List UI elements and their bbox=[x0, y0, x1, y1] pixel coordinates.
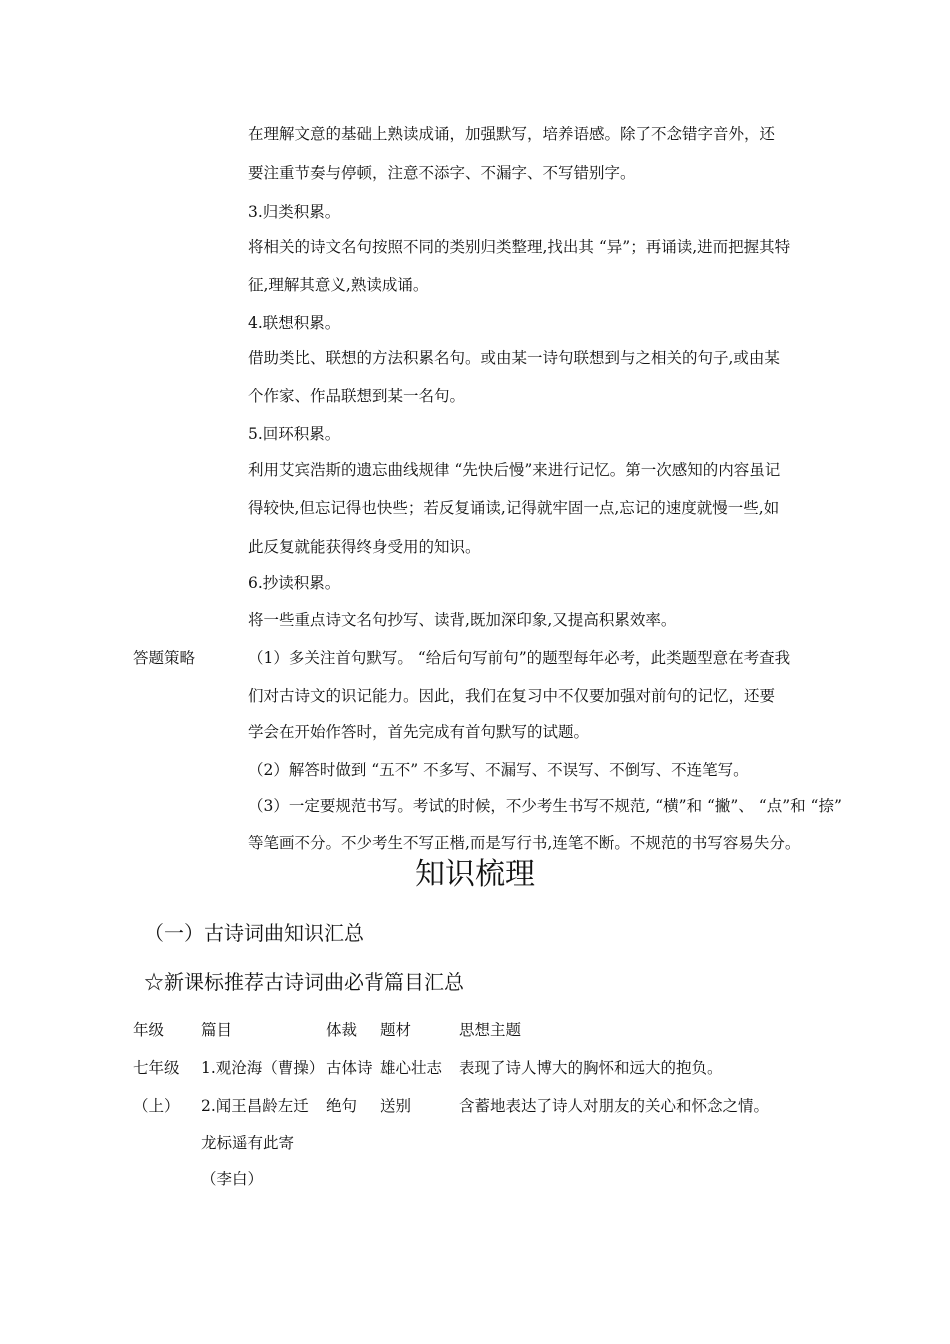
method-heading: 4.联想积累。 bbox=[248, 314, 341, 332]
cell-theme: 含蓄地表达了诗人对朋友的关心和怀念之情。 bbox=[459, 1097, 770, 1115]
paragraph-line: 们对古诗文的识记能力。因此，我们在复习中不仅要加强对前句的记忆，还要 bbox=[248, 687, 776, 705]
cell-title-cont: 龙标遥有此寄 bbox=[201, 1134, 295, 1152]
cell-grade: 七年级 bbox=[133, 1059, 180, 1077]
paragraph-line: 要注重节奏与停顿，注意不添字、不漏字、不写错别字。 bbox=[248, 164, 636, 182]
paragraph-line: 征,理解其意义,熟读成诵。 bbox=[248, 276, 429, 294]
paragraph-line: 此反复就能获得终身受用的知识。 bbox=[248, 538, 481, 556]
cell-genre: 绝句 bbox=[326, 1097, 358, 1115]
cell-subject: 送别 bbox=[380, 1097, 412, 1115]
cell-title-author: （李白） bbox=[201, 1170, 264, 1188]
paragraph-line: 利用艾宾浩斯的遗忘曲线规律 “先快后慢”来进行记忆。第一次感知的内容虽记 bbox=[248, 461, 781, 479]
cell-title: 1.观沧海（曹操） bbox=[201, 1059, 325, 1077]
paragraph-line: （1）多关注首句默写。 “给后句写前句”的题型每年必考，此类题型意在考查我 bbox=[248, 649, 791, 667]
header-genre: 体裁 bbox=[326, 1021, 358, 1039]
paragraph-line: 将相关的诗文名句按照不同的类别归类整理,找出其 “异”；再诵读,进而把握其特 bbox=[248, 238, 791, 256]
method-heading: 5.回环积累。 bbox=[248, 425, 341, 443]
paragraph-line: 等笔画不分。不少考生不写正楷,而是写行书,连笔不断。不规范的书写容易失分。 bbox=[248, 834, 801, 852]
paragraph-line: 借助类比、联想的方法积累名句。或由某一诗句联想到与之相关的句子,或由某 bbox=[248, 349, 780, 367]
paragraph-line: 得较快,但忘记得也快些；若反复诵读,记得就牢固一点,忘记的速度就慢一些,如 bbox=[248, 499, 780, 517]
cell-title: 2.闻王昌龄左迁 bbox=[201, 1097, 309, 1115]
cell-genre: 古体诗 bbox=[326, 1059, 373, 1077]
header-subject: 题材 bbox=[380, 1021, 412, 1039]
paragraph-line: （2）解答时做到 “五不” 不多写、不漏写、不误写、不倒写、不连笔写。 bbox=[248, 761, 749, 779]
header-title: 篇目 bbox=[201, 1021, 233, 1039]
cell-grade: （上） bbox=[133, 1097, 180, 1115]
list-heading: ☆新课标推荐古诗词曲必背篇目汇总 bbox=[144, 970, 464, 994]
paragraph-line: （3）一定要规范书写。考试的时候，不少考生书写不规范, “横”和 “撇”、 “点”和 “捺” bbox=[248, 797, 842, 815]
paragraph-line: 学会在开始作答时，首先完成有首句默写的试题。 bbox=[248, 723, 590, 741]
cell-theme: 表现了诗人博大的胸怀和远大的抱负。 bbox=[459, 1059, 723, 1077]
header-theme: 思想主题 bbox=[459, 1021, 522, 1039]
cell-subject: 雄心壮志 bbox=[380, 1059, 443, 1077]
paragraph-line: 将一些重点诗文名句抄写、读背,既加深印象,又提高积累效率。 bbox=[248, 611, 677, 629]
header-grade: 年级 bbox=[133, 1021, 165, 1039]
subsection-heading: （一）古诗词曲知识汇总 bbox=[144, 921, 364, 945]
method-heading: 6.抄读积累。 bbox=[248, 574, 341, 592]
paragraph-line: 个作家、作品联想到某一名句。 bbox=[248, 387, 466, 405]
paragraph-line: 在理解文意的基础上熟读成诵，加强默写，培养语感。除了不念错字音外，还 bbox=[248, 125, 776, 143]
method-heading: 3.归类积累。 bbox=[248, 203, 341, 221]
strategy-label: 答题策略 bbox=[133, 649, 196, 667]
section-title: 知识梳理 bbox=[415, 857, 535, 892]
